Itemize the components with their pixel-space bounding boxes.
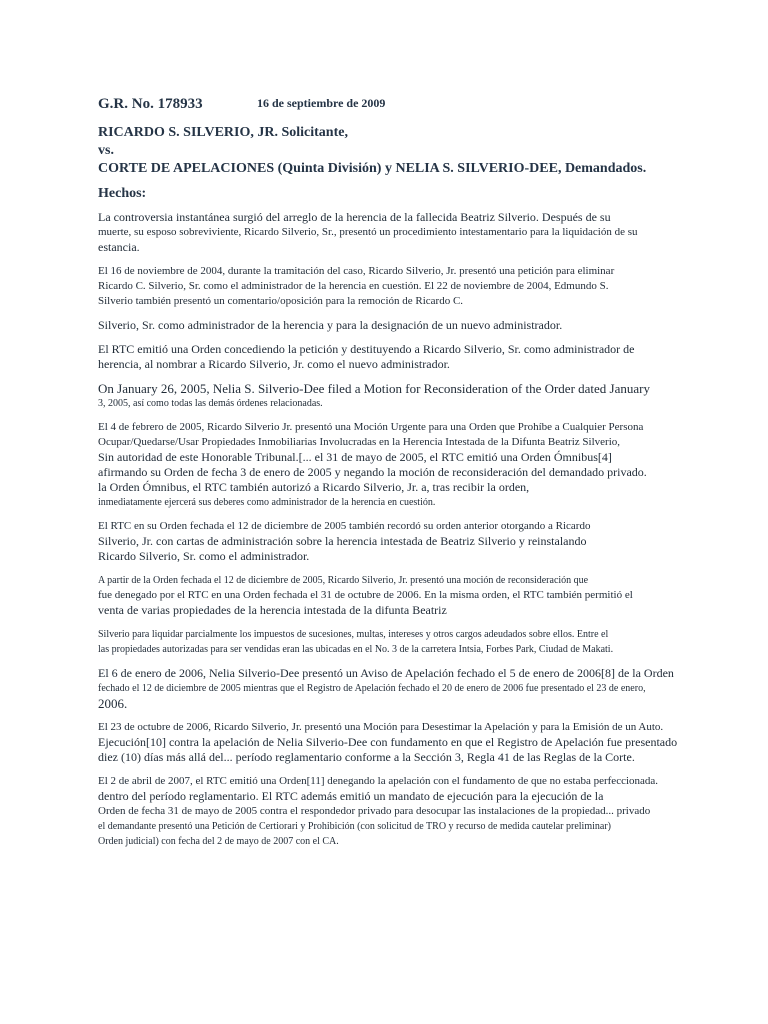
- text-line: Silverio, Jr. con cartas de administración sobre la herencia intestada de Beatriz Silverio y reinstalando: [98, 534, 587, 548]
- paragraph: [98, 381, 718, 411]
- text-line: Orden de fecha 31 de mayo de 2005 contra el respondedor privado para desocupar las instalaciones de la propiedad... privado: [98, 805, 651, 817]
- paragraph: [98, 264, 718, 309]
- gr-number: G.R. No. 178933: [98, 96, 203, 112]
- paragraph: [98, 666, 718, 711]
- text-line: El 16 de noviembre de 2004, durante la tramitación del caso, Ricardo Silverio, Jr. presentó una petición para eliminar: [98, 265, 615, 277]
- text-line: las propiedades autorizadas para ser vendidas eran las ubicadas en el No. 3 de la carretera Intsia, Forbes Park, Ciudad de Makati.: [98, 644, 614, 655]
- versus-line: vs.: [98, 143, 114, 158]
- text-line: el demandante presentó una Petición de Certiorari y Prohibición (con solicitud de TRO y recurso de medida cautelar preliminar): [98, 821, 611, 832]
- text-line: 3, 2005, así como todas las demás órdenes relacionadas.: [98, 398, 323, 409]
- document-page: [98, 96, 718, 858]
- paragraph: [98, 210, 718, 255]
- text-line: inmediatamente ejercerá sus deberes como administrador de la herencia en cuestión.: [98, 497, 436, 508]
- petitioner-line: RICARDO S. SILVERIO, JR. Solicitante,: [98, 125, 348, 140]
- text-line: dentro del período reglamentario. El RTC además emitió un mandato de ejecución para la ejecución de la: [98, 789, 604, 803]
- text-line: fue denegado por el RTC en una Orden fechada el 31 de octubre de 2006. En la misma orden, el RTC también permitió el: [98, 589, 633, 601]
- respondents-line: CORTE DE APELACIONES (Quinta División) y NELIA S. SILVERIO-DEE, Demandados.: [98, 161, 647, 176]
- text-line: herencia, al nombrar a Ricardo Silverio, Jr. como el nuevo administrador.: [98, 357, 450, 371]
- text-line: Silverio, Sr. como administrador de la herencia y para la designación de un nuevo administrador.: [98, 318, 563, 332]
- paragraph: [98, 774, 718, 849]
- paragraph: [98, 627, 718, 657]
- text-line: Ricardo C. Silverio, Sr. como el administrador de la herencia en cuestión. El 22 de noviembre de 2004, Edmundo S.: [98, 280, 609, 292]
- text-line: El 6 de enero de 2006, Nelia Silverio-Dee presentó un Aviso de Apelación fechado el 5 de enero de 2006[8] de la Orden: [98, 666, 674, 680]
- text-line: On January 26, 2005, Nelia S. Silverio-Dee filed a Motion for Reconsideration of the Order dated January: [98, 381, 650, 396]
- text-line: Silverio también presentó un comentario/oposición para la remoción de Ricardo C.: [98, 295, 464, 307]
- text-line: afirmando su Orden de fecha 3 de enero de 2005 y negando la moción de reconsideración del demandado privado.: [98, 465, 647, 479]
- text-line: Silverio para liquidar parcialmente los impuestos de sucesiones, multas, intereses y otros cargos adeudados sobre ellos. Entre el: [98, 629, 609, 640]
- text-line: A partir de la Orden fechada el 12 de diciembre de 2005, Ricardo Silverio, Jr. presentó una moción de reconsideración que: [98, 575, 589, 586]
- text-line: 2006.: [98, 696, 128, 711]
- text-line: la Orden Ómnibus, el RTC también autorizó a Ricardo Silverio, Jr. a, tras recibir la orden,: [98, 480, 530, 494]
- text-line: fechado el 12 de diciembre de 2005 mientras que el Registro de Apelación fechado el 20 de enero de 2006 fue presentado el 23 de enero,: [98, 683, 646, 694]
- case-header: [98, 96, 718, 118]
- decision-date: 16 de septiembre de 2009: [257, 96, 386, 110]
- text-line: Ejecución[10] contra la apelación de Nelia Silverio-Dee con fundamento en que el Registro de Apelación fue presentado: [98, 735, 678, 749]
- paragraph: [98, 573, 718, 618]
- text-line: Sin autoridad de este Honorable Tribunal.[... el 31 de mayo de 2005, el RTC emitió una Orden Ómnibus[4]: [98, 450, 612, 464]
- text-line: Orden judicial) con fecha del 2 de mayo de 2007 con el CA.: [98, 836, 339, 847]
- paragraph: [98, 420, 718, 510]
- text-line: diez (10) días más allá del... período reglamentario conforme a la Sección 3, Regla 41 de las Reglas de la Corte.: [98, 750, 635, 764]
- text-line: Ocupar/Quedarse/Usar Propiedades Inmobiliarias Involucradas en la Herencia Intestada de la Difunta Beatriz Silverio,: [98, 436, 620, 448]
- text-line: Ricardo Silverio, Sr. como el administrador.: [98, 549, 310, 563]
- text-line: El 2 de abril de 2007, el RTC emitió una Orden[11] denegando la apelación con el fundamento de que no estaba perfeccionada.: [98, 775, 659, 787]
- text-line: muerte, su esposo sobreviviente, Ricardo Silverio, Sr., presentó un procedimiento intestamentario para la liquidación de su: [98, 226, 638, 238]
- text-line: El 23 de octubre de 2006, Ricardo Silverio, Jr. presentó una Moción para Desestimar la Apelación y para la Emisión de un Auto.: [98, 721, 664, 733]
- paragraph: [98, 318, 718, 333]
- text-line: La controversia instantánea surgió del arreglo de la herencia de la fallecida Beatriz Silverio. Después de su: [98, 210, 611, 224]
- text-line: El 4 de febrero de 2005, Ricardo Silverio Jr. presentó una Moción Urgente para una Orden que Prohíbe a Cualquier Persona: [98, 421, 644, 433]
- section-heading: Hechos:: [98, 186, 147, 201]
- paragraph: [98, 342, 718, 372]
- paragraph: [98, 519, 718, 564]
- text-line: El RTC en su Orden fechada el 12 de diciembre de 2005 también recordó su orden anterior otorgando a Ricardo: [98, 520, 591, 532]
- paragraph: [98, 720, 718, 765]
- text-line: El RTC emitió una Orden concediendo la petición y destituyendo a Ricardo Silverio, Sr. como administrador de: [98, 342, 635, 356]
- text-line: venta de varias propiedades de la herencia intestada de la difunta Beatriz: [98, 603, 447, 617]
- text-line: estancia.: [98, 240, 140, 254]
